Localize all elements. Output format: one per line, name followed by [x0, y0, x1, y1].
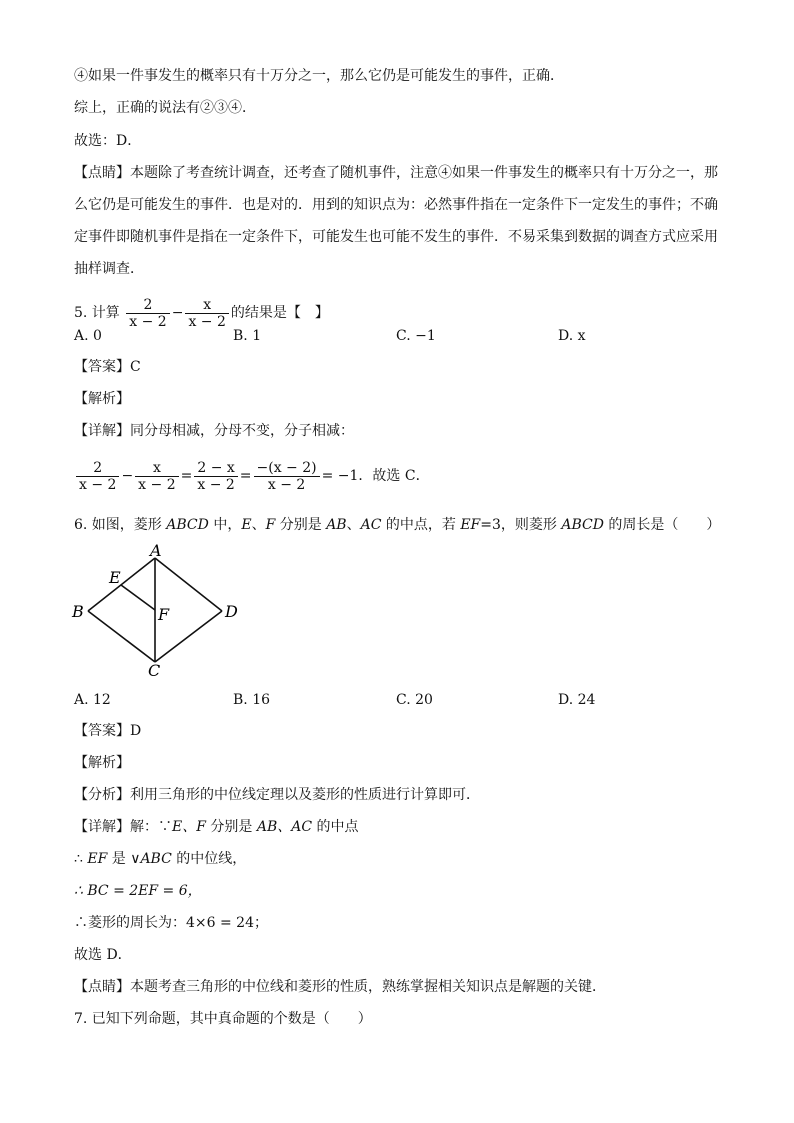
label-f: F: [158, 605, 170, 624]
side-da: [155, 558, 222, 611]
analysis-heading: 【解析】: [74, 391, 130, 407]
denominator: x − 2: [135, 476, 178, 493]
text-line: 【点睛】本题除了考查统计调查，还考查了随机事件，注意④如果一件事发生的概率只有十万分之一，那: [74, 165, 718, 181]
label-a: A: [150, 541, 162, 560]
numerator: 2 − x: [197, 459, 235, 476]
stem-text: 、: [346, 517, 361, 533]
text-line: 么它仍是可能发生的事件．也是对的．用到的知识点为：必然事件指在一定条件下一定发生的事件；不确: [74, 197, 718, 213]
option-a: A. 12: [74, 692, 111, 708]
step-text: 是: [107, 851, 131, 867]
stem-text: 中，: [208, 517, 242, 533]
fraction: [254, 460, 320, 493]
math-var: AC: [360, 517, 382, 533]
math-var: E、F: [172, 819, 206, 835]
numerator: −(x − 2): [256, 459, 317, 476]
choose-line: 故选 D．: [74, 947, 132, 963]
question-5-stem: [74, 295, 329, 331]
equation-tail: = −1．故选 C．: [321, 468, 430, 484]
math-var: F: [265, 517, 276, 533]
minus-sign: −: [121, 468, 134, 484]
stem-text: 6. 如图，菱形: [74, 517, 167, 533]
answer-line: 【答案】C: [74, 359, 141, 375]
math-var: ABCD: [561, 517, 604, 533]
step-line: [74, 850, 246, 868]
math-var: E: [241, 517, 252, 533]
step-line: ∴菱形的周长为：4×6 = 24；: [74, 915, 268, 931]
equals-sign: =: [239, 468, 252, 484]
label-c: C: [148, 661, 161, 680]
text-line: 故选：D．: [74, 133, 142, 149]
segment-ef: [121, 585, 155, 610]
answer-line: 【答案】D: [74, 723, 142, 739]
option-b: B. 1: [233, 328, 262, 344]
denominator: x − 2: [254, 476, 320, 493]
numerator: x: [152, 459, 161, 476]
math-var: ABCD: [166, 517, 209, 533]
option-c: C. 20: [396, 692, 433, 708]
fraction: [135, 460, 178, 493]
stem-text: =3，则菱形: [480, 517, 562, 533]
question-6-stem: [74, 516, 720, 534]
label-d: D: [225, 602, 238, 621]
detail-text: 分别是: [205, 819, 257, 835]
math-var: EF: [460, 517, 481, 533]
denominator: x − 2: [194, 476, 237, 493]
denominator: x − 2: [126, 313, 169, 330]
fraction: [194, 460, 237, 493]
text-line: ④如果一件事发生的概率只有十万分之一，那么它仍是可能发生的事件，正确．: [74, 68, 564, 84]
numerator: 2: [93, 459, 103, 476]
question-7-stem: 7. 已知下列命题，其中真命题的个数是（ ）: [74, 1011, 372, 1027]
stem-text: 分别是: [275, 517, 327, 533]
option-c: C. −1: [396, 328, 436, 344]
minus-sign: −: [171, 305, 184, 321]
detail-text: 的中点: [312, 819, 359, 835]
numerator: x: [203, 296, 212, 313]
dianjing-line: 【点睛】本题考查三角形的中位线和菱形的性质，熟练掌握相关知识点是解题的关键．: [74, 979, 606, 995]
denominator: x − 2: [76, 476, 119, 493]
analysis-heading: 【解析】: [74, 755, 130, 771]
detail-line: 【详解】同分母相减，分母不变，分子相减：: [74, 423, 354, 439]
fraction: [185, 297, 228, 330]
option-b: B. 16: [233, 692, 271, 708]
fraction: [76, 460, 119, 493]
detail-text: 【详解】解：∵: [74, 819, 172, 835]
question-number: 5. 计算: [74, 305, 120, 321]
label-e: E: [109, 568, 121, 587]
math-var: ∨ABC: [130, 851, 172, 867]
option-a: A. 0: [74, 328, 102, 344]
step-text: ∴: [74, 851, 88, 867]
text-line: 抽样调查．: [74, 261, 144, 277]
fenxi-line: 【分析】利用三角形的中位线定理以及菱形的性质进行计算即可．: [74, 787, 480, 803]
step-line: ∴ BC = 2EF = 6，: [74, 883, 202, 899]
option-d: D. x: [558, 328, 586, 344]
numerator: 2: [143, 296, 153, 313]
text-line: 定事件即随机事件是指在一定条件下，可能发生也可能不发生的事件．不易采集到数据的调查方式应采用: [74, 229, 718, 245]
fraction: [126, 297, 169, 330]
detail-line: [74, 818, 359, 836]
equals-sign: =: [180, 468, 193, 484]
question-suffix: 的结果是【 】: [230, 305, 329, 321]
denominator: x − 2: [185, 313, 228, 330]
text-line: 综上，正确的说法有②③④．: [74, 100, 256, 116]
rhombus-figure: [66, 540, 256, 680]
math-var: AB、AC: [256, 819, 313, 835]
equation-line: [74, 456, 430, 496]
label-b: B: [72, 602, 84, 621]
math-var: AB: [326, 517, 347, 533]
step-text: 的中位线，: [171, 851, 247, 867]
option-d: D. 24: [558, 692, 596, 708]
math-var: EF: [87, 851, 108, 867]
stem-text: 、: [251, 517, 266, 533]
side-bc: [88, 611, 155, 662]
stem-text: 的周长是（ ）: [603, 517, 721, 533]
stem-text: 的中点，若: [381, 517, 461, 533]
